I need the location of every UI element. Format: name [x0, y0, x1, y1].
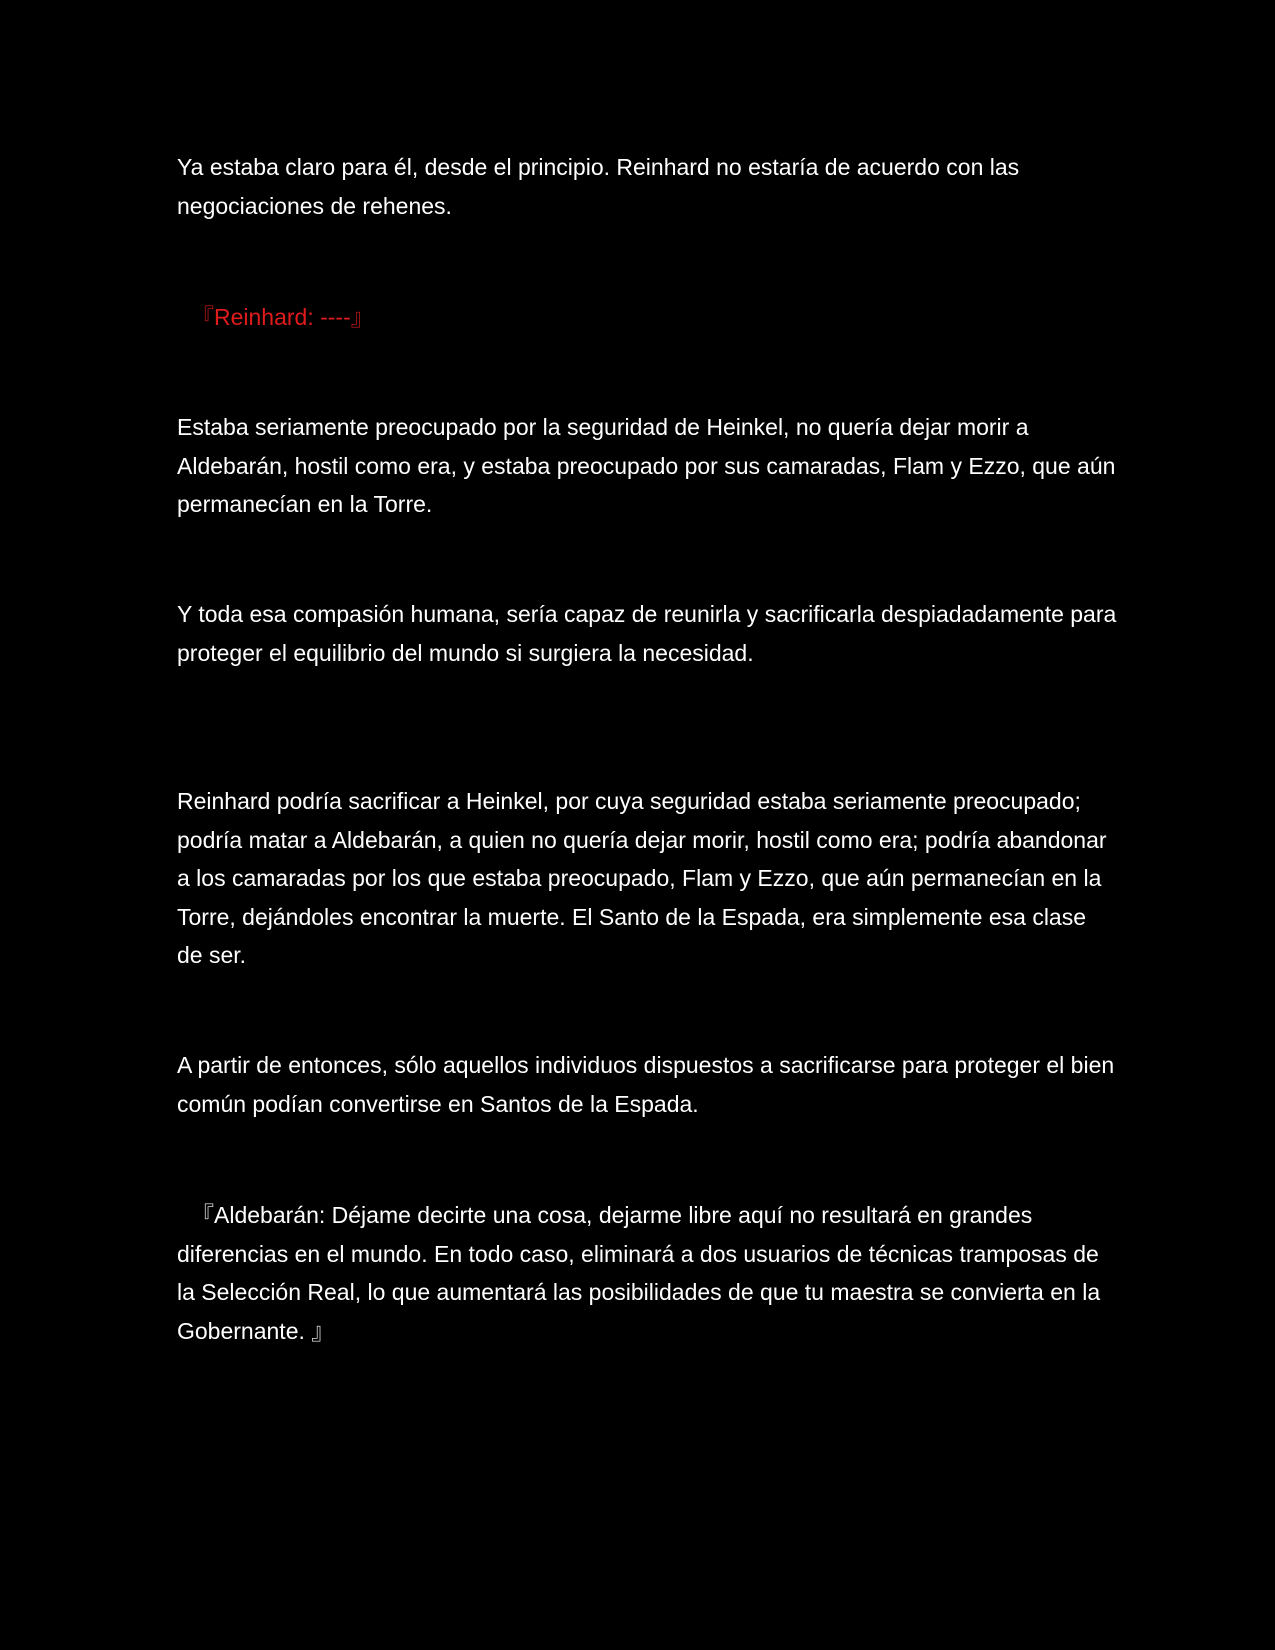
narration-paragraph: Y toda esa compasión humana, sería capaz de reunirla y sacrificarla despiadadamente para proteger el equilibrio del mundo si surgiera la necesidad.	[177, 601, 1117, 666]
narration-paragraph: Estaba seriamente preocupado por la seguridad de Heinkel, no quería dejar morir a Aldebarán, hostil como era, y estaba preocupado por sus camaradas, Flam y Ezzo, que aún permanecían en la Torre.	[177, 414, 1116, 517]
narration-paragraph: A partir de entonces, sólo aquellos individuos dispuestos a sacrificarse para proteger el bien común podían convertirse en Santos de la Espada.	[177, 1052, 1115, 1117]
reinhard-dialogue: 『Reinhard: ----』	[191, 304, 374, 330]
narration-paragraph: Reinhard podría sacrificar a Heinkel, por cuya seguridad estaba seriamente preocupado; podría matar a Aldebarán, a quien no quería dejar morir, hostil como era; podría abandonar a los camaradas por los que estaba preocupado, Flam y Ezzo, que aún permanecían en la Torre, dejándoles encontrar la muerte. El Santo de la Espada, era simplemente esa clase de ser.	[177, 788, 1107, 968]
narration-paragraph: Ya estaba claro para él, desde el principio. Reinhard no estaría de acuerdo con las negociaciones de rehenes.	[177, 154, 1020, 219]
aldebaran-dialogue: 『Aldebarán: Déjame decirte una cosa, dejarme libre aquí no resultará en grandes diferencias en el mundo. En todo caso, eliminará a dos usuarios de técnicas tramposas de la Selección Real, lo que aumentará las posibilidades de que tu maestra se convierta en la Gobernante. 』	[177, 1202, 1101, 1344]
